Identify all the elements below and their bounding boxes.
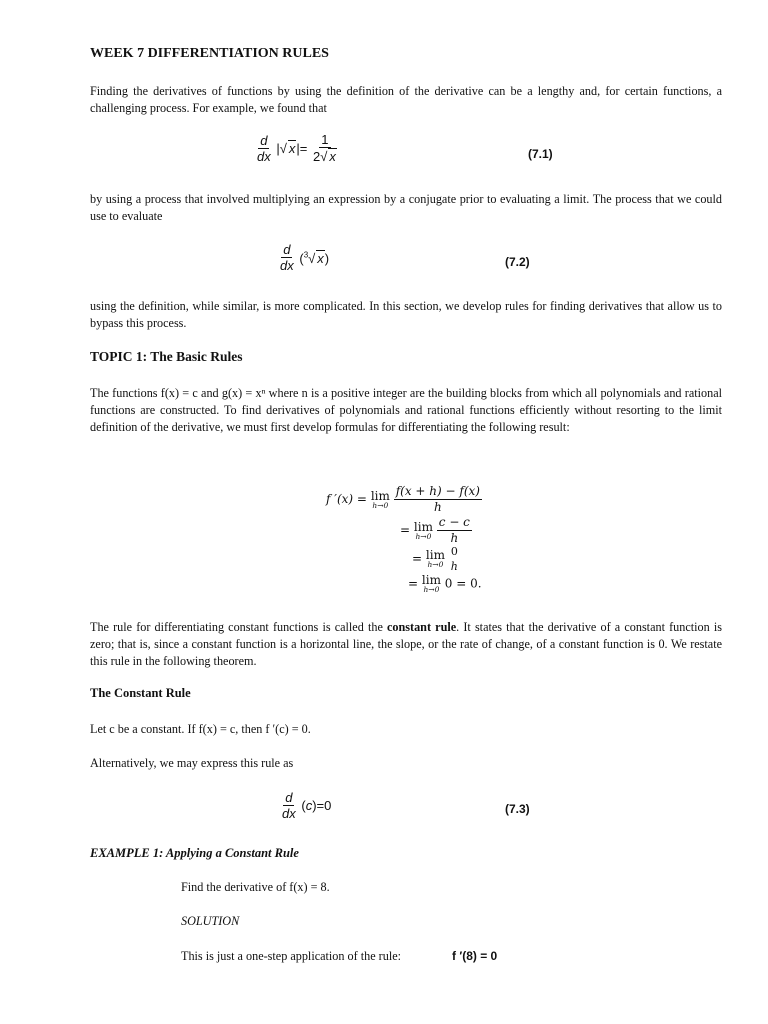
eq1-d-dx <box>255 133 273 164</box>
eq2-d: d <box>283 242 291 257</box>
derivation-line-2 <box>400 515 472 546</box>
constant-rule-text-2: . It states that the derivative of a constant function is zero; that is, since a constant function is a horizontal line, the slope, or the rate of change, of a constant function is 0. We restate this rule in the following theorem. <box>90 620 722 668</box>
lim-subscript: h→0 <box>423 585 440 594</box>
equation-7-3 <box>280 790 331 821</box>
eq2-body: ($^3$√ x) <box>299 250 330 266</box>
derivation-l4-tail: 0 = 0. <box>444 576 482 591</box>
constant-rule-statement: Let c be a constant. If f(x) = c, then f ′(c) = 0. <box>90 722 311 736</box>
topic-1-paragraph: The functions f(x) = c and g(x) = xⁿ where n is a positive integer are the building blocks from which all polynomials and rational functions are constructed. To find derivatives of polynomials and rational functions efficiently without resorting to the limit definition of the derivative, we must first develop formulas for differentiating the following result: <box>90 386 722 434</box>
derivation-line-1 <box>326 484 482 515</box>
derivation-line-4 <box>408 574 482 594</box>
derivation-l1-den: h <box>433 500 442 514</box>
eq1-d: d <box>260 132 268 148</box>
lim-label: lim <box>370 488 390 503</box>
eq3-dx: dx <box>282 806 296 821</box>
derivation-line-3 <box>412 544 460 574</box>
eq3-d: d <box>285 790 293 805</box>
intro-paragraph-2: by using a process that involved multiplying an expression by a conjugate prior to evaluating a limit. The process that we could use to evaluate <box>90 192 722 223</box>
eq2-d-dx <box>278 242 296 273</box>
derivation-l1-num: f(x + h) − f(x) <box>395 484 480 498</box>
eq1-x-den: x <box>329 149 336 164</box>
eq1-body: |√ x|= <box>276 141 308 156</box>
lim-subscript: h→0 <box>372 500 389 510</box>
eq1-one: 1 <box>321 132 329 147</box>
equation-number-7-3: (7.3) <box>505 802 530 816</box>
equation-7-2 <box>278 242 329 273</box>
equation-number-7-2: (7.2) <box>505 255 530 269</box>
eq3-body: (c)=0 <box>301 798 332 813</box>
eq1-rhs: $\frac{1}{2√ x}$ <box>312 132 336 164</box>
constant-rule-alternative: Alternatively, we may express this rule as <box>90 756 294 770</box>
equation-number-7-1: (7.1) <box>528 147 553 161</box>
intro-paragraph-1: Finding the derivatives of functions by using the definition of the derivative can be a lengthy and, for certain functions, a challenging process. For example, we found that <box>90 84 722 115</box>
constant-rule-heading: The Constant Rule <box>90 686 191 700</box>
derivation-eq-2: = <box>400 523 411 537</box>
derivation-eq-3: = <box>412 551 423 566</box>
derivation-l3-num: 0 <box>450 545 458 558</box>
lim-label: lim <box>413 519 433 534</box>
constant-rule-paragraph <box>90 619 722 670</box>
topic-1-heading: TOPIC 1: The Basic Rules <box>90 349 243 364</box>
example-1-prompt: Find the derivative of f(x) = 8. <box>181 880 330 894</box>
constant-derivation <box>320 478 520 598</box>
eq2-dx: dx <box>280 258 294 273</box>
eq3-d-dx <box>280 790 298 821</box>
constant-rule-text-1: The rule for differentiating constant functions is called the <box>90 620 387 634</box>
page-title: WEEK 7 DIFFERENTIATION RULES <box>90 46 329 61</box>
derivation-l2-den: h <box>450 531 459 545</box>
eq3-rhs: =0 <box>316 798 332 813</box>
eq1-dx: dx <box>257 148 271 164</box>
lim-label: lim <box>425 548 445 562</box>
eq3-c: c <box>305 798 313 813</box>
intro-paragraph-3: using the definition, while similar, is more complicated. In this section, we develop rules for finding derivatives that allow us to bypass this process. <box>90 299 722 330</box>
lim-subscript: h→0 <box>427 560 444 569</box>
eq2-root-index: 3 <box>303 250 309 260</box>
derivation-l2-num: c − c <box>438 515 470 529</box>
example-1-answer: f ′(8) = 0 <box>452 949 498 963</box>
lim-subscript: h→0 <box>415 531 432 541</box>
equation-7-1 <box>255 132 339 164</box>
eq1-x: x <box>288 141 296 156</box>
constant-rule-term: constant rule <box>387 620 457 634</box>
example-1-heading: EXAMPLE 1: Applying a Constant Rule <box>90 846 299 860</box>
eq1-two: 2 <box>312 149 321 164</box>
example-1-step: This is just a one-step application of the rule: <box>181 949 401 963</box>
derivation-lhs: f ′(x) = <box>326 492 367 506</box>
derivation-eq-4: = <box>408 576 419 591</box>
lim-label: lim <box>421 573 441 587</box>
derivation-l3-den: h <box>450 560 458 573</box>
solution-label: SOLUTION <box>181 914 240 928</box>
eq2-x: x <box>317 250 324 266</box>
